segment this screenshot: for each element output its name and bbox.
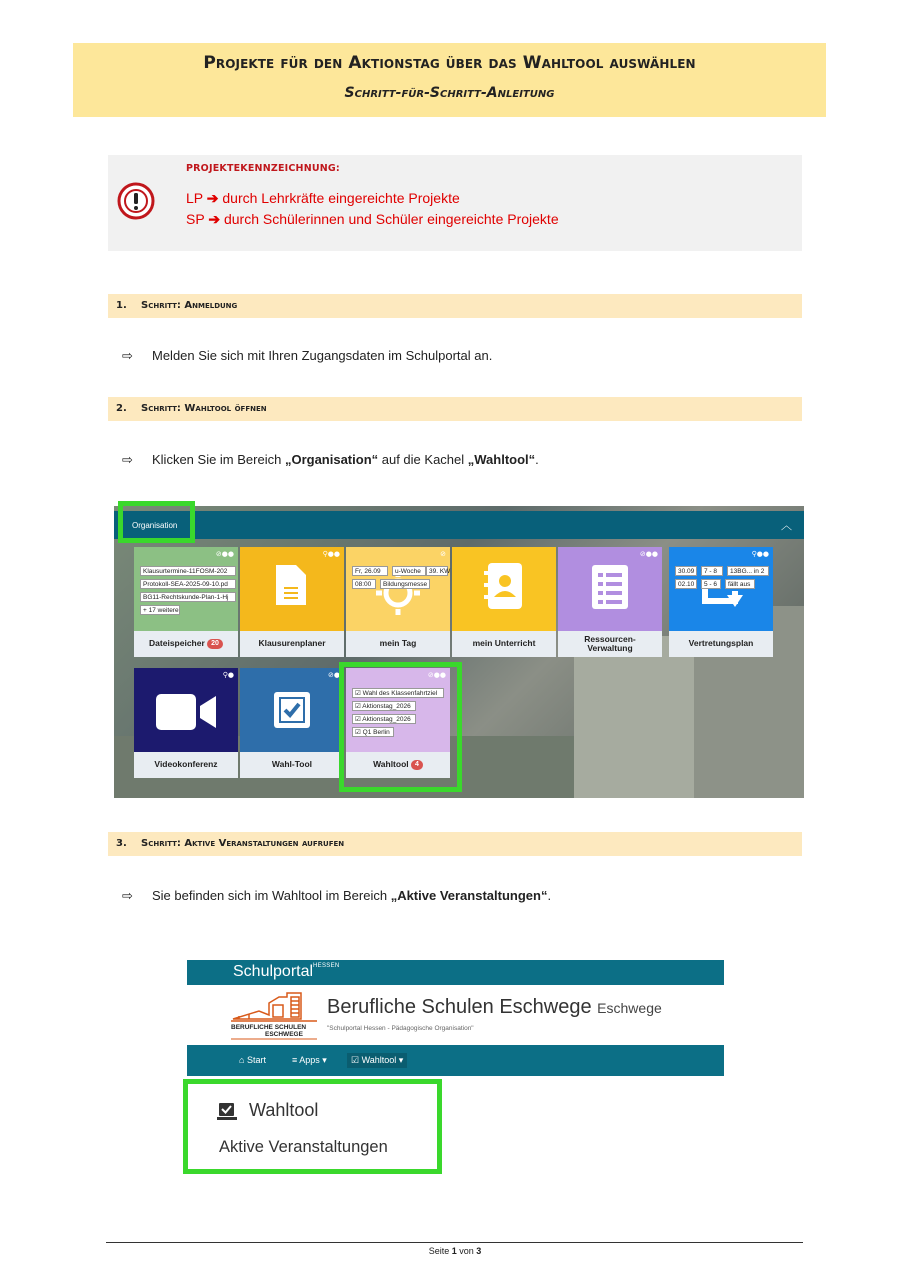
highlight-organisation (118, 501, 195, 543)
arrow-icon: ⇨ (122, 349, 133, 364)
tile-tools-icon: ⚲●● (322, 550, 340, 558)
school-name: Berufliche Schulen Eschwege Eschwege (327, 996, 662, 1018)
page-number: Seite 1 von 3 (428, 1246, 482, 1256)
tile-tools-icon: ⚲●● (751, 550, 769, 558)
contact-book-icon (484, 561, 524, 611)
arrow-icon: ⇨ (122, 453, 133, 468)
chevron-up-icon[interactable]: ︿ (781, 519, 792, 532)
step-2-instruction: ⇨ Klicken Sie im Bereich „Organisation“ auf die Kachel „Wahltool“. (122, 452, 539, 468)
tile-videokonferenz[interactable]: ⚲● Videokonferenz (134, 668, 238, 778)
step-3-heading: 3. Schritt: Aktive Veranstaltungen aufrufen (108, 832, 802, 856)
step-1-instruction: ⇨ Melden Sie sich mit Ihren Zugangsdaten im Schulportal an. (122, 348, 493, 364)
active-events-link[interactable]: Aktive Veranstaltungen (219, 1138, 388, 1156)
tile-dateispeicher[interactable]: ⊘●● Klausurtermine-11FOSM-202 Protokoll-SEA-2025-09-10.pd BG11-Rechtskunde-Plan-1-Hj + 17 weitere Dateispeicher 20 (134, 547, 238, 657)
tile-wahltool[interactable]: ⊘●● ☑ Wahl des Klassenfahrtziel ☑ Aktionstag_2026 ☑ Aktionstag_2026 ☑ Q1 Berlin Wahltool 4 (346, 668, 450, 778)
note-line-lp: LP ➔ durch Lehrkräfte eingereichte Projekte (186, 190, 460, 206)
nav-apps[interactable]: ≡ Apps ▾ (292, 1055, 327, 1065)
sun-icon (374, 569, 422, 617)
svg-text:ESCHWEGE: ESCHWEGE (265, 1031, 303, 1038)
checkbox-icon (272, 690, 312, 730)
tile-tools-icon: ⊘●● (215, 550, 234, 558)
step-3-instruction: ⇨ Sie befinden sich im Wahltool im Bereich „Aktive Veranstaltungen“. (122, 888, 552, 904)
footer-divider (106, 1242, 803, 1243)
note-line-sp: SP ➔ durch Schülerinnen und Schüler eingereichte Projekte (186, 211, 559, 227)
tile-tools-icon: ⊘ (440, 550, 446, 558)
home-icon: ⌂ (239, 1055, 245, 1065)
note-heading: PROJEKTEKENNZEICHNUNG: (186, 163, 340, 174)
step-1-heading: 1. Schritt: Anmeldung (108, 294, 802, 318)
nav-wahltool[interactable]: ☑ Wahltool ▾ (347, 1053, 407, 1068)
step-2-heading: 2. Schritt: Wahltool öffnen (108, 397, 802, 421)
tile-klausurenplaner[interactable]: ⚲●● Klausurenplaner (240, 547, 344, 657)
highlight-wahltool-tile (339, 662, 462, 792)
tile-tools-icon: ⊘●● (427, 671, 446, 679)
tile-tools-icon: ⊘● (328, 671, 340, 679)
count-badge: 4 (411, 760, 423, 770)
count-badge: 20 (207, 639, 223, 649)
highlight-active-events (183, 1079, 442, 1174)
svg-text:BERUFLICHE SCHULEN: BERUFLICHE SCHULEN (231, 1024, 307, 1031)
video-camera-icon (156, 692, 218, 732)
schulportal-nav (187, 1045, 724, 1076)
school-logo (229, 989, 319, 1043)
list-icon (590, 563, 630, 611)
organisation-bar (114, 511, 804, 539)
tile-tools-icon: ⚲● (222, 671, 234, 679)
tile-vertretungsplan[interactable]: ⚲●● 30.09 7 - 8 13BG... in 2 02.10 5 - 6 fällt aus Vertretungsplan (669, 547, 773, 657)
document-subtitle: Schritt-für-Schritt-Anleitung (344, 85, 555, 101)
schulportal-header-screenshot (187, 960, 724, 1076)
wahltool-title: Wahltool (249, 1100, 319, 1120)
document-icon (274, 563, 308, 607)
menu-icon: ≡ (292, 1055, 298, 1065)
tile-tools-icon: ⊘●● (639, 550, 658, 558)
project-label-note (108, 155, 802, 251)
tile-mein-unterricht[interactable]: mein Unterricht (452, 547, 556, 657)
schulportal-topbar: Schulportal$^{HESSEN}$ (187, 960, 724, 985)
arrow-icon: ⇨ (122, 889, 133, 904)
organisation-tab[interactable]: Organisation (132, 521, 178, 530)
tile-wahl-tool[interactable]: ⊘● Wahl-Tool (240, 668, 344, 778)
checkbox-icon: ☑ (351, 1055, 360, 1065)
tile-mein-tag[interactable]: ⊘ Fr, 26.09 u-Woche 39. KW 08:00 Bildungsmesse mein Tag (346, 547, 450, 657)
document-title: Projekte für den Aktionstag über das Wahltool auswählen (203, 53, 696, 73)
nav-start[interactable]: ⌂ Start (239, 1055, 266, 1065)
warning-icon (116, 181, 156, 221)
tile-ressourcen-verwaltung[interactable]: ⊘●● Ressourcen- Verwaltung (558, 547, 662, 657)
school-description: "Schulportal Hessen - Pädagogische Organisation" (327, 1025, 474, 1032)
document-title-box (73, 43, 826, 117)
